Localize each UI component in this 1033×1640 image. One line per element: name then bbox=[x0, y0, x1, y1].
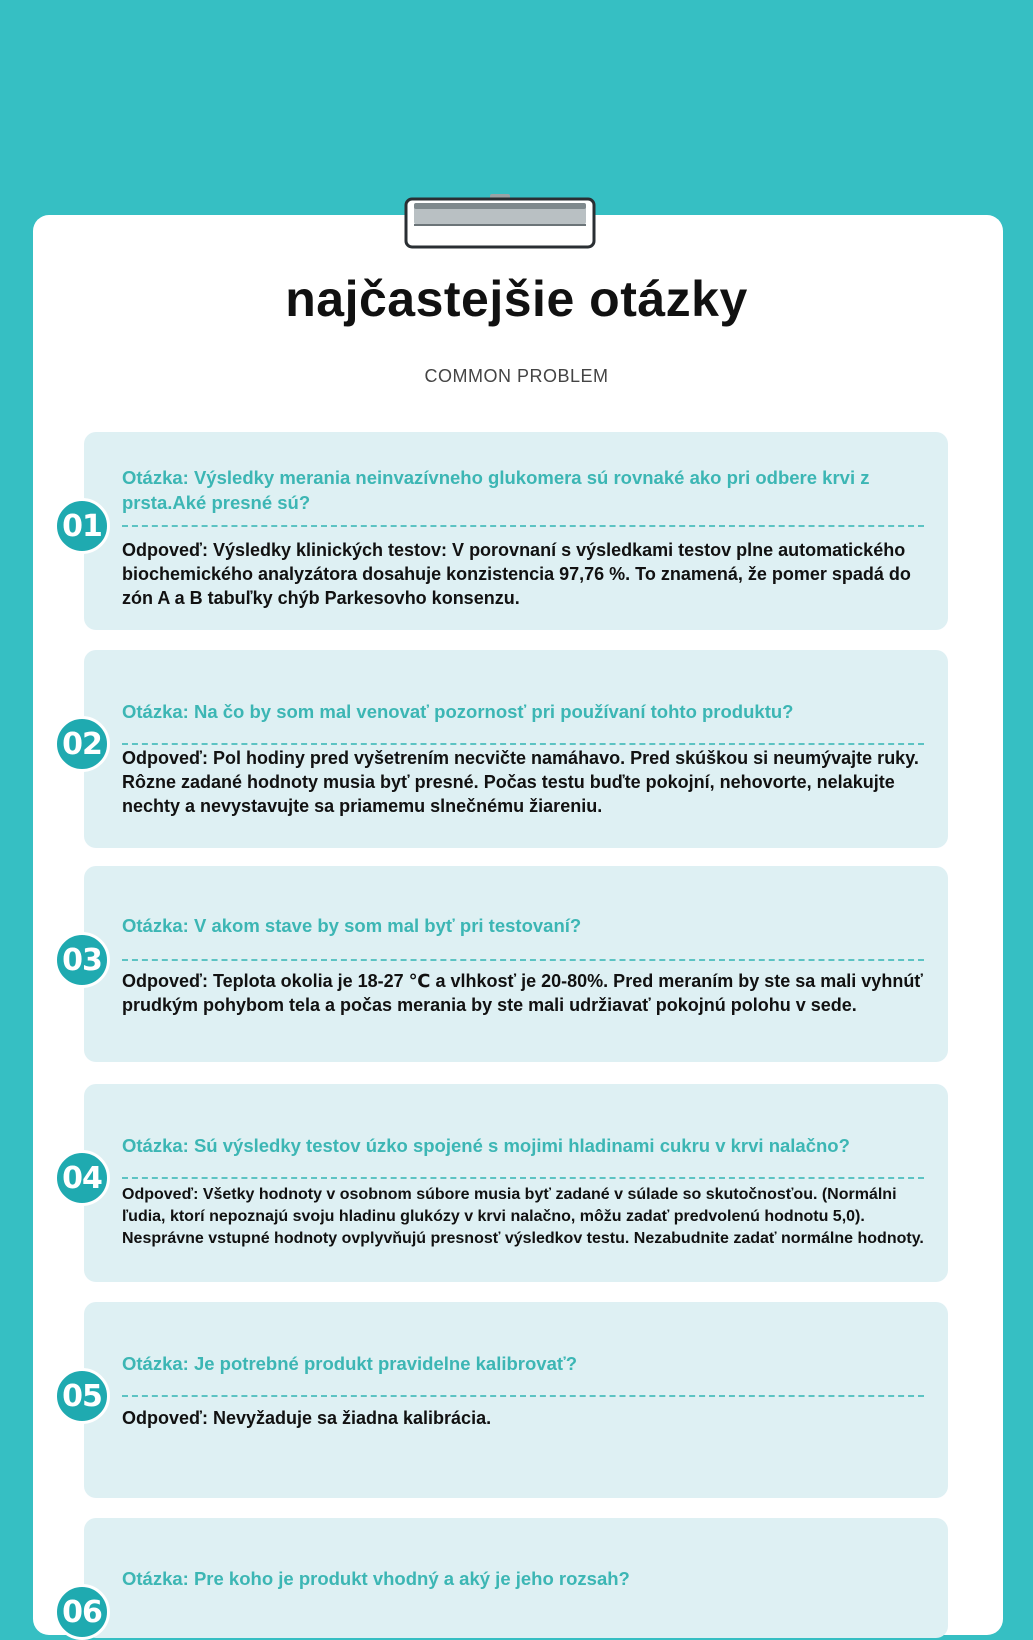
number-badge: 04 bbox=[54, 1150, 110, 1206]
number-badge: 05 bbox=[54, 1368, 110, 1424]
number-badge: 02 bbox=[54, 716, 110, 772]
faq-item-3 bbox=[62, 866, 948, 1062]
page-title: najčastejšie otázky bbox=[285, 271, 748, 327]
question-text: Otázka: Pre koho je produkt vhodný a aký je jeho rozsah? bbox=[122, 1568, 630, 1589]
answer-text: Odpoveď: Výsledky klinických testov: V porovnaní s výsledkami testov plne automatického biochemického analyzátora dosahuje konzistencia 97,76 %. To znamená, že pomer spadá do zón A a B tabuľky chýb Parkesovho konsenzu. bbox=[122, 540, 911, 608]
dashed-divider bbox=[122, 525, 924, 527]
clipboard-clip-icon bbox=[404, 194, 596, 252]
number-badge: 01 bbox=[54, 498, 110, 554]
dashed-divider bbox=[122, 1395, 924, 1397]
question-text: Otázka: V akom stave by som mal byť pri testovaní? bbox=[122, 915, 582, 936]
question-text: Otázka: Je potrebné produkt pravidelne kalibrovať? bbox=[122, 1353, 578, 1374]
question-text: Otázka: Sú výsledky testov úzko spojené s mojimi hladinami cukru v krvi nalačno? bbox=[122, 1135, 850, 1156]
faq-item-1 bbox=[62, 432, 948, 630]
answer-text: Odpoveď: Nevyžaduje sa žiadna kalibrácia. bbox=[122, 1408, 492, 1428]
faq-item-4 bbox=[62, 1084, 948, 1282]
answer-text: Odpoveď: Pol hodiny pred vyšetrením necvičte namáhavo. Pred skúškou si neumývajte ruky. Rôzne zadané hodnoty musia byť presné. Počas testu buďte pokojní, nehovorte, nelakujte nechty a nevystavujte sa priamemu slnečnému žiareniu. bbox=[122, 748, 919, 816]
number-badge: 06 bbox=[54, 1584, 110, 1640]
number-badge: 03 bbox=[54, 932, 110, 988]
answer-text: Odpoveď: Teplota okolia je 18-27 ℃ a vlhkosť je 20-80%. Pred meraním by ste sa mali vyhnúť prudkým pohybom tela a počas merania by ste mali udržiavať pokojnú polohu v sede. bbox=[122, 971, 923, 1015]
question-text: Otázka: Výsledky merania neinvazívneho glukomera sú rovnaké ako pri odbere krvi z prsta.Aké presné sú? bbox=[122, 467, 870, 513]
dashed-divider bbox=[122, 743, 924, 745]
question-text: Otázka: Na čo by som mal venovať pozornosť pri používaní tohto produktu? bbox=[122, 701, 794, 722]
dashed-divider bbox=[122, 959, 924, 961]
faq-item-5 bbox=[62, 1302, 948, 1498]
faq-item-2 bbox=[62, 650, 948, 848]
answer-text: Odpoveď: Všetky hodnoty v osobnom súbore musia byť zadané v súlade so skutočnosťou. (Normálni ľudia, ktorí nepoznajú svoju hladinu glukózy v krvi nalačno, môžu zadať predvolenú hodnotu 5,0). Nesprávne vstupné hodnoty ovplyvňujú presnosť výsledkov testu. Nezabudnite zadať normálne hodnoty. bbox=[122, 1186, 924, 1247]
faq-item-6 bbox=[62, 1518, 948, 1638]
page-subtitle: COMMON PROBLEM bbox=[424, 366, 609, 386]
dashed-divider bbox=[122, 1177, 924, 1179]
